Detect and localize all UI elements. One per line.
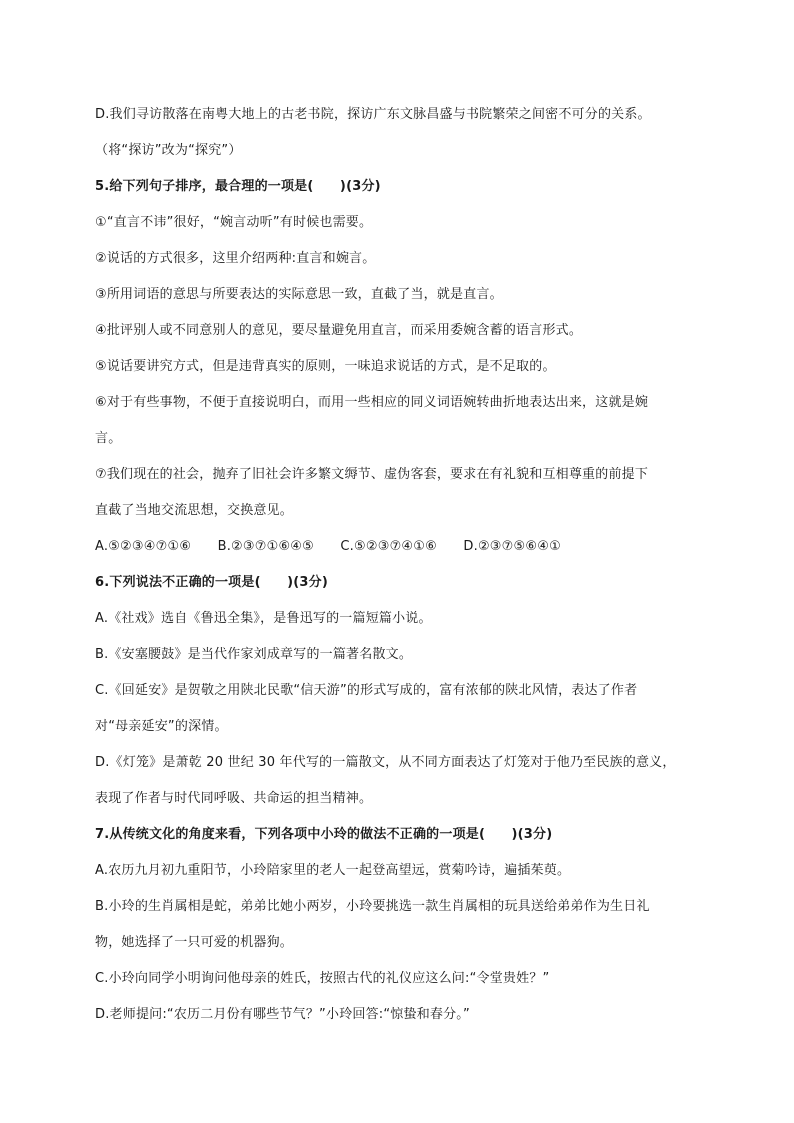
question-5-options: A.⑤②③④⑦①⑥ B.②③⑦①⑥④⑤ C.⑤②③⑦④①⑥ D.②③⑦⑤⑥④① xyxy=(95,539,561,554)
sentence-2: ②说话的方式很多，这里介绍两种:直言和婉言。 xyxy=(95,251,376,266)
question-6-option-d: D.《灯笼》是萧乾 20 世纪 30 年代写的一篇散文，从不同方面表达了灯笼对于他乃至民族的意义， xyxy=(95,755,676,770)
question-5-stem: 5.给下列句子排序，最合理的一项是( )(3分) xyxy=(95,179,381,194)
question-7-option-d: D.老师提问:“农历二月份有哪些节气？”小玲回答:“惊蛰和春分。” xyxy=(95,1007,470,1022)
sentence-1: ①“直言不讳”很好，“婉言动听”有时候也需要。 xyxy=(95,215,373,230)
sentence-4: ④批评别人或不同意别人的意见，要尽量避免用直言，而采用委婉含蓄的语言形式。 xyxy=(95,323,583,338)
question-6-option-d-cont: 表现了作者与时代同呼吸、共命运的担当精神。 xyxy=(95,791,373,806)
question-6-option-c-cont: 对“母亲延安”的深情。 xyxy=(95,719,228,734)
sentence-3: ③所用词语的意思与所要表达的实际意思一致，直截了当，就是直言。 xyxy=(95,287,503,302)
question-6-option-c: C.《回延安》是贺敬之用陕北民歌“信天游”的形式写成的，富有浓郁的陕北风情，表达了作者 xyxy=(95,683,638,698)
option-5d-correction: （将“探访”改为“探究”） xyxy=(95,143,242,158)
question-7-option-b-cont: 物，她选择了一只可爱的机器狗。 xyxy=(95,935,294,950)
question-6-stem: 6.下列说法不正确的一项是( )(3分) xyxy=(95,575,328,590)
question-7-option-c: C.小玲向同学小明询问他母亲的姓氏，按照古代的礼仪应这么问:“令堂贵姓？” xyxy=(95,971,550,986)
question-6-option-a: A.《社戏》选自《鲁迅全集》，是鲁迅写的一篇短篇小说。 xyxy=(95,611,432,626)
sentence-7-cont: 直截了当地交流思想，交换意见。 xyxy=(95,503,294,518)
sentence-5: ⑤说话要讲究方式，但是违背真实的原则，一味追求说话的方式，是不足取的。 xyxy=(95,359,556,374)
option-5d-line: D.我们寻访散落在南粤大地上的古老书院，探访广东文脉昌盛与书院繁荣之间密不可分的关系。 xyxy=(95,107,651,122)
sentence-6: ⑥对于有些事物，不便于直接说明白，而用一些相应的同义词语婉转曲折地表达出来，这就是婉 xyxy=(95,395,649,410)
sentence-6-cont: 言。 xyxy=(95,431,122,446)
question-6-option-b: B.《安塞腰鼓》是当代作家刘成章写的一篇著名散文。 xyxy=(95,647,413,662)
question-7-option-b: B.小玲的生肖属相是蛇，弟弟比她小两岁，小玲要挑选一款生肖属相的玩具送给弟弟作为生日礼 xyxy=(95,899,650,914)
sentence-7: ⑦我们现在的社会，抛弃了旧社会许多繁文缛节、虚伪客套，要求在有礼貌和互相尊重的前提下 xyxy=(95,467,649,482)
question-7-stem: 7.从传统文化的角度来看，下列各项中小玲的做法不正确的一项是( )(3分) xyxy=(95,827,553,842)
question-7-option-a: A.农历九月初九重阳节，小玲陪家里的老人一起登高望远，赏菊吟诗，遍插茱萸。 xyxy=(95,863,571,878)
